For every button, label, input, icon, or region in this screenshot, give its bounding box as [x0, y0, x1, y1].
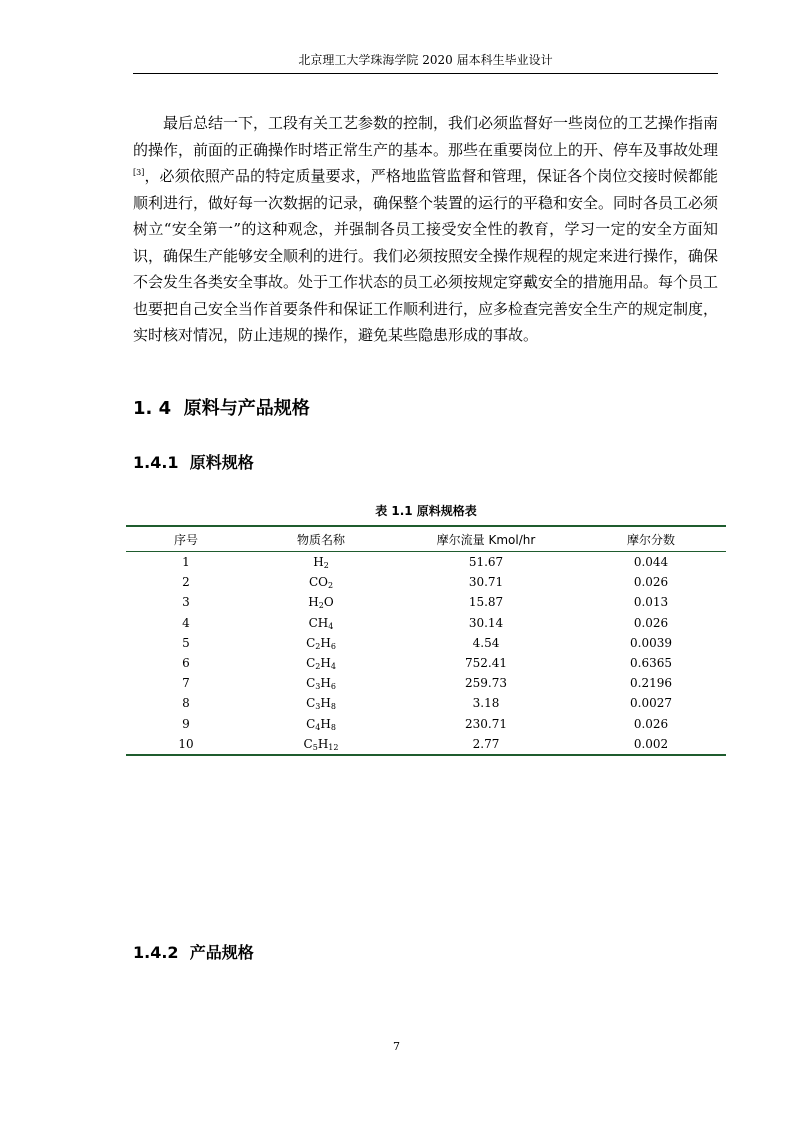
cell-seq: 5: [182, 635, 190, 650]
subsection-title: 原料规格: [189, 453, 254, 472]
cell-seq: 2: [182, 575, 190, 590]
atom-count: 4: [330, 662, 336, 672]
cell-mole-fraction: 0.002: [576, 734, 726, 755]
cell-formula: [246, 633, 396, 653]
subsection-number: 1.4.2: [133, 943, 179, 962]
cell-formula: [246, 653, 396, 673]
cell-molar-flow: 4.54: [472, 635, 500, 650]
element-symbol: C: [306, 676, 316, 691]
citation-ref: [3]: [133, 168, 145, 177]
table-header-row: [126, 526, 726, 552]
cell-molar-flow: 30.71: [468, 575, 504, 590]
cell-seq: 6: [182, 656, 190, 671]
element-symbol: H: [317, 736, 329, 751]
page-number: 7: [393, 1040, 400, 1053]
table-row: [126, 734, 726, 755]
cell-formula: [246, 673, 396, 693]
cell-seq: 9: [182, 716, 190, 731]
subsection-number: 1.4.1: [133, 453, 179, 472]
running-header: 北京理工大学珠海学院 2020 届本科生毕业设计: [298, 53, 553, 67]
element-symbol: H: [320, 676, 331, 691]
element-symbol: H: [308, 595, 319, 610]
cell-seq: 1: [182, 555, 190, 570]
table-row: [126, 714, 726, 734]
cell-mole-fraction: 0.013: [633, 595, 669, 610]
element-symbol: C: [303, 736, 313, 751]
cell-mole-fraction: 0.0039: [630, 635, 672, 650]
cell-mole-fraction: 0.026: [633, 575, 669, 590]
table-row: [126, 572, 726, 592]
header-molar-flow: [396, 526, 576, 552]
subsection-title: 产品规格: [189, 943, 254, 962]
cell-mole-fraction: 0.044: [633, 555, 669, 570]
atom-count: 6: [330, 682, 336, 692]
cell-formula: [246, 592, 396, 612]
cell-molar-flow: 230.71: [465, 716, 507, 731]
table-row: [126, 633, 726, 653]
element-symbol: H: [320, 696, 331, 711]
table-row: [126, 653, 726, 673]
subsection-heading-raw-materials: [133, 451, 254, 475]
element-symbol: CH: [308, 615, 329, 630]
element-symbol: H: [313, 555, 324, 570]
subsection-heading-products: [133, 941, 254, 965]
cell-seq: 4: [182, 615, 190, 630]
atom-count: 3: [315, 682, 321, 692]
body-paragraph: [133, 110, 718, 349]
cell-mole-fraction: 0.026: [633, 615, 669, 630]
cell-mole-fraction: 0.2196: [630, 676, 672, 691]
atom-count: 5: [312, 742, 318, 752]
cell-mole-fraction: 0.0027: [630, 696, 672, 711]
table-row: [126, 673, 726, 693]
cell-formula: [246, 734, 396, 755]
atom-count: 12: [328, 742, 339, 752]
cell-molar-flow: 2.77: [396, 734, 576, 755]
header-mole-fraction: 摩尔分数: [576, 526, 726, 552]
table-row: [126, 552, 726, 573]
element-symbol: CO: [308, 575, 328, 590]
section-heading: [133, 396, 310, 422]
cell-mole-fraction: 0.6365: [630, 656, 672, 671]
element-symbol: O: [323, 595, 334, 610]
header-seq: 序号: [126, 526, 246, 552]
atom-count: 8: [330, 702, 336, 712]
cell-seq: 7: [182, 676, 190, 691]
cell-formula: [246, 552, 396, 573]
element-symbol: H: [320, 656, 331, 671]
atom-count: 2: [315, 641, 321, 651]
table-row: [126, 693, 726, 713]
atom-count: 2: [318, 601, 324, 611]
cell-mole-fraction: 0.026: [633, 716, 669, 731]
element-symbol: C: [306, 716, 316, 731]
element-symbol: H: [320, 635, 331, 650]
cell-molar-flow: 3.18: [472, 696, 500, 711]
atom-count: 4: [315, 722, 321, 732]
paragraph-text-cont: ，必须依照产品的特定质量要求，严格地监管监督和管理，保证各个岗位交接时候都能顺利进行，做好每一次数据的记录，确保整个装置的运行的平稳和安全。同时各员工必须树立“安全第一”的这种观念，并强制各员工接受安全性的教育，学习一定的安全方面知识，确保生产能够安全顺利的进行。我们必须按照安全操作规程的规定来进行操作，确保不会发生各类安全事故。处于工作状态的员工必须按规定穿戴安全的措施用品。每个员工也要把自己安全当作首要条件和保证工作顺利进行，应多检查完善安全生产的规定制度，实时核对情况，防止违规的操作，避免某些隐患形成的事故。: [133, 167, 719, 344]
cell-seq: 8: [182, 696, 190, 711]
cell-formula: [246, 572, 396, 592]
table-body: [126, 552, 726, 755]
cell-formula: [246, 613, 396, 633]
paragraph-text: 最后总结一下，工段有关工艺参数的控制，我们必须监督好一些岗位的工艺操作指南的操作，前面的正确操作时塔正常生产的基本。那些在重要岗位上的开、停车及事故处理: [133, 114, 719, 159]
element-symbol: H: [320, 716, 331, 731]
cell-molar-flow: 259.73: [465, 676, 507, 691]
cell-seq: 10: [126, 734, 246, 755]
element-symbol: C: [306, 696, 316, 711]
section-number: 1. 4: [133, 398, 172, 419]
atom-count: 2: [327, 581, 334, 591]
table-row: [126, 613, 726, 633]
cell-molar-flow: 30.14: [468, 615, 504, 630]
cell-formula: [246, 714, 396, 734]
header-molar-flow-label: 摩尔流量: [436, 532, 485, 547]
atom-count: 2: [315, 662, 321, 672]
table-caption: 表 1.1 原料规格表: [375, 504, 477, 518]
cell-molar-flow: 51.67: [468, 555, 504, 570]
header-substance-name: 物质名称: [246, 526, 396, 552]
cell-molar-flow: 15.87: [468, 595, 504, 610]
cell-molar-flow: 752.41: [465, 656, 507, 671]
cell-seq: 3: [182, 595, 190, 610]
header-molar-flow-unit: Kmol/hr: [488, 532, 536, 547]
cell-formula: [246, 693, 396, 713]
raw-material-table: [126, 525, 726, 756]
element-symbol: C: [306, 635, 316, 650]
table-row: [126, 592, 726, 612]
atom-count: 4: [328, 621, 334, 631]
atom-count: 6: [330, 641, 336, 651]
atom-count: 8: [330, 722, 336, 732]
section-title: 原料与产品规格: [183, 398, 310, 419]
header-rule: [133, 73, 718, 74]
atom-count: 2: [323, 561, 329, 571]
element-symbol: C: [306, 656, 316, 671]
atom-count: 3: [315, 702, 321, 712]
